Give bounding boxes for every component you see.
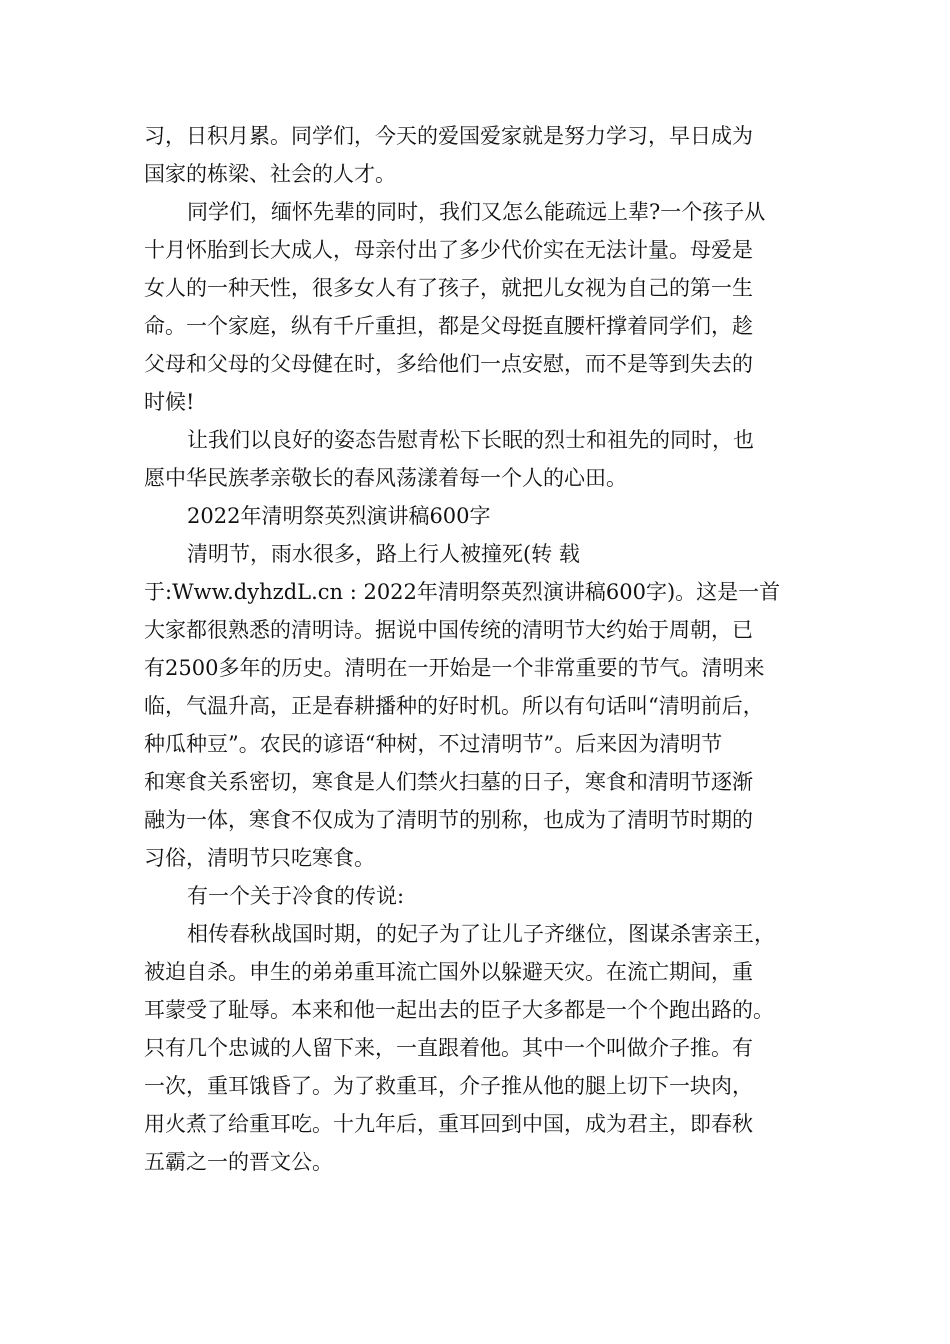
text-line: 让我们以良好的姿态告慰青松下长眠的烈士和祖先的同时，也: [187, 428, 754, 452]
text-line: 大家都很熟悉的清明诗。据说中国传统的清明节大约始于周朝，已: [144, 618, 753, 642]
text-line: 清明节，雨水很多，路上行人被撞死(转 载: [187, 542, 580, 566]
text-line: 习俗，清明节只吃寒食。: [144, 846, 375, 870]
text-line: 只有几个忠诚的人留下来，一直跟着他。其中一个叫做介子推。有: [144, 1036, 753, 1060]
text-line: 融为一体，寒食不仅成为了清明节的别称，也成为了清明节时期的: [144, 808, 753, 832]
text-line: 父母和父母的父母健在时，多给他们一点安慰，而不是等到失去的: [144, 352, 753, 376]
text-line: 命。一个家庭，纵有千斤重担，都是父母挺直腰杆撑着同学们，趁: [144, 314, 753, 338]
text-line: 愿中华民族孝亲敬长的春风荡漾着每一个人的心田。: [144, 466, 627, 490]
document-body: [144, 117, 810, 1181]
text-line: 有2500多年的历史。清明在一开始是一个非常重要的节气。清明来: [144, 656, 765, 680]
text-line: 一次，重耳饿昏了。为了救重耳，介子推从他的腿上切下一块肉，: [144, 1074, 753, 1098]
text-line: 习，日积月累。同学们，今天的爱国爱家就是努力学习，早日成为: [144, 124, 753, 148]
text-line: 用火煮了给重耳吃。十九年后，重耳回到中国，成为君主，即春秋: [144, 1112, 753, 1136]
text-line: 国家的栋梁、社会的人才。: [144, 162, 396, 186]
text-line: 同学们，缅怀先辈的同时，我们又怎么能疏远上辈?一个孩子从: [187, 200, 766, 224]
text-line: 耳蒙受了耻辱。本来和他一起出去的臣子大多都是一个个跑出路的。: [144, 998, 774, 1022]
text-line: 临，气温升高，正是春耕播种的好时机。所以有句话叫“清明前后，: [144, 694, 764, 718]
section-title: 2022年清明祭英烈演讲稿600字: [187, 504, 491, 528]
text-line: 有一个关于冷食的传说:: [187, 884, 405, 908]
text-line: 和寒食关系密切，寒食是人们禁火扫墓的日子，寒食和清明节逐渐: [144, 770, 753, 794]
text-line: 相传春秋战国时期，的妃子为了让儿子齐继位，图谋杀害亲王，: [187, 922, 775, 946]
text-line: 五霸之一的晋文公。: [144, 1150, 333, 1174]
text-line: 时候!: [144, 390, 195, 414]
text-line: 被迫自杀。申生的弟弟重耳流亡国外以躲避天灾。在流亡期间，重: [144, 960, 753, 984]
text-line: 种瓜种豆”。农民的谚语“种树，不过清明节”。后来因为清明节: [144, 732, 723, 756]
text-line: 十月怀胎到长大成人，母亲付出了多少代价实在无法计量。母爱是: [144, 238, 753, 262]
text-line: 于:Www.dyhzdL.cn : 2022年清明祭英烈演讲稿600字)。这是一首: [144, 580, 781, 604]
text-line: 女人的一种天性，很多女人有了孩子，就把儿女视为自己的第一生: [144, 276, 753, 300]
